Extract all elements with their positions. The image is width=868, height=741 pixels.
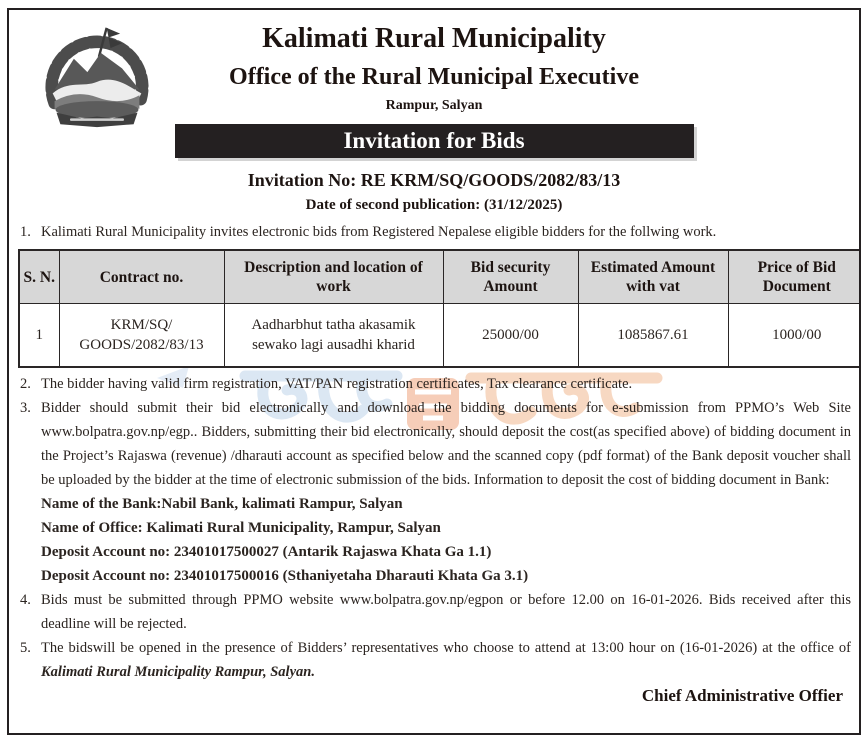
- item-text: Bidder should submit their bid electronically and download the bidding documents for e-submission from PPMO’s Web Site www.bolpatra.gov.np/egp.. Bidders, submitting their bid electronically, should deposit the cost(as specified above) of bidding document in the Project’s Rajaswa (revenue) /dharauti account as specified below and the scanned copy (pdf format) of the Bank deposit voucher shall be uploaded by the bidder at the time of electronic submission of the bids. Information to deposit the cost of bidding document in Bank:: [41, 400, 851, 488]
- location-subtitle: Rampur, Salyan: [385, 98, 483, 113]
- deposit-account-1-line: Deposit Account no: 23401017500027 (Antarik Rajaswa Khata Ga 1.1): [41, 544, 492, 560]
- invitation-banner: Invitation for Bids: [175, 124, 694, 158]
- org-title: Kalimati Rural Municipality: [262, 23, 606, 54]
- notice-item-4: [17, 588, 851, 636]
- document-page: [7, 8, 861, 735]
- col-header-contract: Contract no.: [59, 250, 224, 304]
- bank-name-line: Name of the Bank:Nabil Bank, kalimati Rampur, Salyan: [41, 496, 403, 512]
- cell-description: Aadharbhut tatha akasamik sewako lagi ausadhi kharid: [224, 304, 443, 368]
- table-row: [19, 304, 861, 368]
- cell-price: 1000/00: [728, 304, 861, 368]
- bids-table: [18, 249, 861, 368]
- deposit-account-2-line: Deposit Account no: 23401017500016 (Sthaniyetaha Dharauti Khata Ga 3.1): [41, 568, 529, 584]
- invitation-number: Invitation No: RE KRM/SQ/GOODS/2082/83/13: [247, 170, 621, 190]
- notice-item-1: [17, 220, 851, 244]
- item-text: The bidder having valid firm registration, VAT/PAN registration certificates, Tax clearance certificate.: [41, 376, 633, 392]
- nepal-emblem-logo: [39, 24, 155, 130]
- item-number: 1.: [20, 224, 31, 240]
- office-name-line: Name of Office: Kalimati Rural Municipality, Rampur, Salyan: [41, 520, 441, 536]
- document-header: [15, 24, 853, 214]
- cell-sn: 1: [19, 304, 59, 368]
- col-header-estimated-amount: Estimated Amount with vat: [578, 250, 728, 304]
- item-text: Bids must be submitted through PPMO website www.bolpatra.gov.np/egpon or before 12.00 on 16-01-2026. Bids received after this deadline will be rejected.: [41, 592, 851, 632]
- table-header-row: [19, 250, 861, 304]
- item-number: 4.: [20, 592, 31, 608]
- office-title: Office of the Rural Municipal Executive: [229, 64, 639, 90]
- signature-title: Chief Administrative Offier: [641, 686, 843, 705]
- item-number: 5.: [20, 640, 31, 656]
- col-header-sn: S. N.: [19, 250, 59, 304]
- item-text: The bidswill be opened in the presence of Bidders’ representatives who choose to attend at 13:00 hour on (16-01-2026) at the office of: [41, 640, 851, 656]
- notice-item-5: [17, 636, 851, 684]
- notice-list: [17, 220, 851, 707]
- cell-bid-security: 25000/00: [443, 304, 578, 368]
- item-text-emphasis: Kalimati Rural Municipality Rampur, Salyan.: [41, 664, 315, 680]
- item-number: 2.: [20, 376, 31, 392]
- col-header-description: Description and location of work: [224, 250, 443, 304]
- col-header-price: Price of Bid Document: [728, 250, 861, 304]
- item-number: 3.: [20, 400, 31, 416]
- cell-estimated-amount: 1085867.61: [578, 304, 728, 368]
- col-header-bid-security: Bid security Amount: [443, 250, 578, 304]
- notice-item-2: [17, 372, 851, 396]
- cell-contract: KRM/SQ/ GOODS/2082/83/13: [59, 304, 224, 368]
- notice-item-3: [17, 396, 851, 588]
- publication-date: Date of second publication: (31/12/2025): [305, 197, 563, 213]
- item-text: Kalimati Rural Municipality invites electronic bids from Registered Nepalese eligible bidders for the follwing work.: [41, 224, 717, 240]
